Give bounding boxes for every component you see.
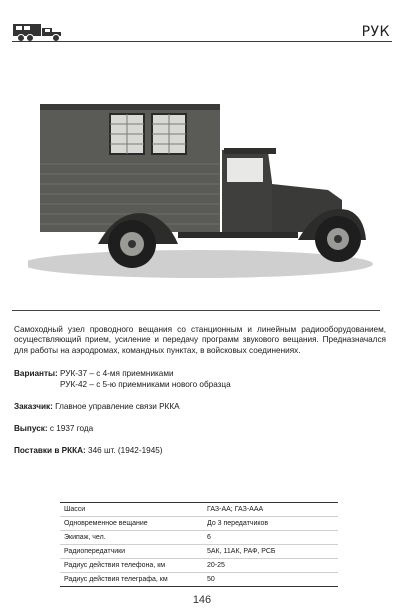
spec-param: Радиус действия телефона, км [60,559,203,573]
table-row [60,573,338,587]
truck-photo [28,92,380,282]
supplies-label: Поставки в РККА: [14,446,86,455]
spec-param: Экипаж, чел. [60,531,203,545]
table-row [60,559,338,573]
variant-item: РУК-42 – с 5-ю приемниками нового образца [60,379,231,389]
variants-block [14,369,231,390]
spec-value: 5АК, 11АК, РАФ, РСБ [203,545,338,559]
variants-label: Варианты: [14,369,58,378]
specs-table [60,502,338,587]
section-divider [12,310,380,311]
truck-icon [12,23,64,43]
production-value: с 1937 года [49,424,94,433]
table-row [60,517,338,531]
page-title: РУК [361,24,390,40]
production-label: Выпуск: [14,424,48,433]
customer-field [14,402,180,411]
spec-value: До 3 передатчиков [203,517,338,531]
page-number: 146 [192,594,212,606]
spec-param: Шасси [60,503,203,517]
customer-label: Заказчик: [14,402,53,411]
table-row [60,545,338,559]
spec-value: 20-25 [203,559,338,573]
supplies-field [14,446,163,455]
header-rule [12,41,392,42]
table-row [60,503,338,517]
spec-param: Одновременное вещание [60,517,203,531]
production-field [14,424,93,433]
spec-value: 6 [203,531,338,545]
table-row [60,531,338,545]
customer-value: Главное управление связи РККА [55,402,180,411]
spec-value: ГАЗ-АА; ГАЗ-ААА [203,503,338,517]
spec-param: Радиопередатчики [60,545,203,559]
supplies-value: 346 шт. (1942-1945) [88,446,163,455]
spec-value: 50 [203,573,338,587]
spec-param: Радиус действия телеграфа, км [60,573,203,587]
variant-item: РУК-37 – с 4-мя приемниками [60,369,174,378]
description-paragraph: Самоходный узел проводного вещания со станционным и линейным радиооборудованием, осуществляющий прием, усиление и передачу программ звукового вещания. Предназначался для работы на аэродромах, командных пунктах, в войсковых соединениях. [14,325,386,355]
